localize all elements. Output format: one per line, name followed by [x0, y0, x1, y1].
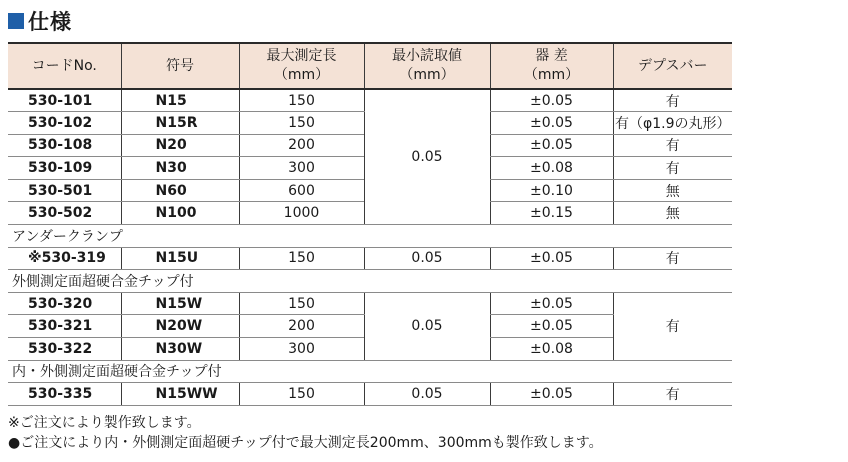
footnote-custom-length: ●ご注文により内・外側測定面超硬チップ付で最大測定長200mm、300mmも製作致します。 [8, 435, 603, 451]
cell-error: ±0.05 [490, 383, 613, 406]
header-max-length: 最大測定長 （mm） [239, 43, 364, 89]
cell-depth: 無 [613, 179, 732, 202]
section-label: 内・外側測定面超硬合金チップ付 [8, 360, 732, 383]
cell-max: 150 [239, 383, 364, 406]
footnote-made-to-order: ※ご注文により製作致します。 [8, 415, 201, 431]
page-title [8, 6, 72, 36]
cell-error: ±0.08 [490, 157, 613, 180]
cell-code: 530-102 [8, 112, 121, 135]
cell-symbol: N30 [121, 157, 239, 180]
section-row-inner-outer-carbide [8, 360, 732, 383]
cell-code: 530-501 [8, 179, 121, 202]
cell-code: 530-320 [8, 292, 121, 315]
cell-code: 530-101 [8, 89, 121, 112]
title-square-icon [8, 13, 24, 29]
cell-depth: 有 [613, 134, 732, 157]
header-min-reading: 最小読取値 （mm） [364, 43, 490, 89]
cell-depth: 有 [613, 247, 732, 270]
cell-max: 1000 [239, 202, 364, 225]
cell-error: ±0.08 [490, 338, 613, 361]
cell-max: 150 [239, 292, 364, 315]
header-symbol: 符号 [121, 43, 239, 89]
spec-table [8, 42, 732, 406]
cell-error: ±0.05 [490, 112, 613, 135]
cell-depth: 有 [613, 89, 732, 112]
cell-depth: 有 [613, 157, 732, 180]
table-header-row [8, 43, 732, 89]
cell-max: 200 [239, 134, 364, 157]
cell-error: ±0.15 [490, 202, 613, 225]
cell-symbol: N20 [121, 134, 239, 157]
cell-symbol: N20W [121, 315, 239, 338]
table-row [8, 247, 732, 270]
cell-error: ±0.05 [490, 247, 613, 270]
cell-symbol: N60 [121, 179, 239, 202]
cell-error: ±0.05 [490, 292, 613, 315]
cell-min-reading: 0.05 [364, 89, 490, 225]
cell-max: 600 [239, 179, 364, 202]
cell-code: ※530-319 [8, 247, 121, 270]
cell-symbol: N15W [121, 292, 239, 315]
cell-error: ±0.10 [490, 179, 613, 202]
cell-code: 530-108 [8, 134, 121, 157]
table-row [8, 89, 732, 112]
cell-error: ±0.05 [490, 134, 613, 157]
cell-max: 200 [239, 315, 364, 338]
header-depth-bar: デプスバー [613, 43, 732, 89]
cell-max: 150 [239, 112, 364, 135]
table-row [8, 383, 732, 406]
cell-depth: 有（φ1.9の丸形） [613, 112, 732, 135]
cell-code: 530-321 [8, 315, 121, 338]
cell-code: 530-322 [8, 338, 121, 361]
cell-depth: 有 [613, 383, 732, 406]
section-label: アンダークランプ [8, 225, 732, 248]
cell-max: 150 [239, 89, 364, 112]
cell-symbol: N15 [121, 89, 239, 112]
title-text: 仕様 [28, 10, 72, 34]
section-label: 外側測定面超硬合金チップ付 [8, 270, 732, 293]
cell-error: ±0.05 [490, 89, 613, 112]
cell-max: 150 [239, 247, 364, 270]
cell-code: 530-109 [8, 157, 121, 180]
header-error: 器 差 （mm） [490, 43, 613, 89]
cell-code: 530-335 [8, 383, 121, 406]
cell-min-reading: 0.05 [364, 247, 490, 270]
section-row-outer-carbide [8, 270, 732, 293]
cell-max: 300 [239, 157, 364, 180]
cell-depth: 無 [613, 202, 732, 225]
cell-symbol: N15U [121, 247, 239, 270]
section-row-under-clamp [8, 225, 732, 248]
cell-min-reading: 0.05 [364, 383, 490, 406]
cell-error: ±0.05 [490, 315, 613, 338]
cell-symbol: N15R [121, 112, 239, 135]
cell-min-reading: 0.05 [364, 292, 490, 360]
header-code: コードNo. [8, 43, 121, 89]
table-row [8, 292, 732, 315]
cell-symbol: N100 [121, 202, 239, 225]
cell-max: 300 [239, 338, 364, 361]
cell-code: 530-502 [8, 202, 121, 225]
cell-depth: 有 [613, 292, 732, 360]
cell-symbol: N30W [121, 338, 239, 361]
cell-symbol: N15WW [121, 383, 239, 406]
